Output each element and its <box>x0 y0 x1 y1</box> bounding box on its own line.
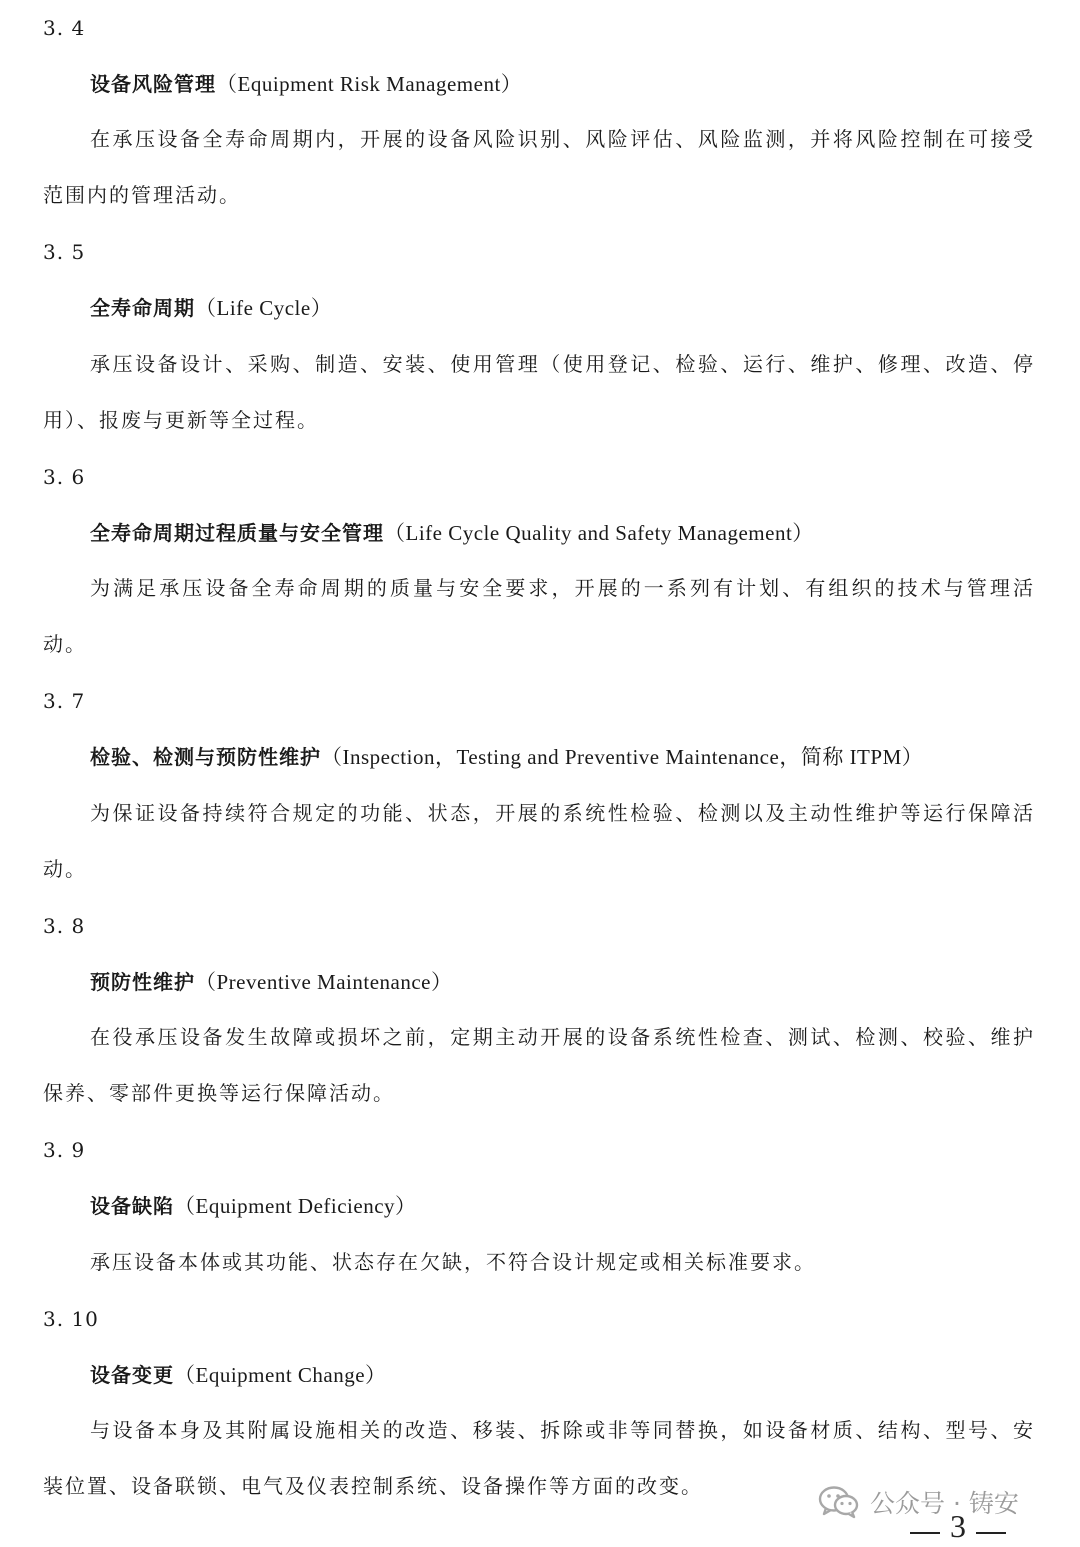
term-chinese: 全寿命周期 <box>90 296 195 320</box>
section-definition: 承压设备设计、采购、制造、安装、使用管理（使用登记、检验、运行、维护、修理、改造、停用）、报废与更新等全过程。 <box>43 352 1035 432</box>
section-number: 3. 6 <box>43 465 86 489</box>
section-definition: 为保证设备持续符合规定的功能、状态，开展的系统性检验、检测以及主动性维护等运行保障活动。 <box>43 801 1035 881</box>
section-term <box>90 70 522 98</box>
term-chinese: 预防性维护 <box>90 970 195 994</box>
term-chinese: 设备缺陷 <box>90 1194 174 1218</box>
term-chinese: 设备变更 <box>90 1363 174 1387</box>
term-english: （Equipment Risk Management） <box>216 72 523 96</box>
section-definition: 承压设备本体或其功能、状态存在欠缺，不符合设计规定或相关标准要求。 <box>90 1250 816 1274</box>
page-number-dash-left <box>910 1532 940 1534</box>
term-english: （Equipment Change） <box>174 1363 387 1387</box>
section-definition: 在役承压设备发生故障或损坏之前，定期主动开展的设备系统性检查、测试、检测、校验、维护保养、零部件更换等运行保障活动。 <box>43 1025 1035 1105</box>
term-chinese: 检验、检测与预防性维护 <box>90 745 321 769</box>
section-number: 3. 9 <box>43 1138 86 1162</box>
wechat-icon <box>818 1485 860 1519</box>
section-definition: 与设备本身及其附属设施相关的改造、移装、拆除或非等同替换，如设备材质、结构、型号、安装位置、设备联锁、电气及仪表控制系统、设备操作等方面的改变。 <box>43 1418 1035 1498</box>
term-english: （Equipment Deficiency） <box>174 1194 417 1218</box>
term-english: （Life Cycle） <box>195 296 333 320</box>
section-number: 3. 5 <box>43 240 86 264</box>
section-term <box>90 1192 417 1220</box>
term-english: （Inspection，Testing and Preventive Maintenance，简称 ITPM） <box>321 745 924 769</box>
section-definition: 为满足承压设备全寿命周期的质量与安全要求，开展的一系列有计划、有组织的技术与管理活动。 <box>43 576 1035 656</box>
section-number: 3. 8 <box>43 914 86 938</box>
section-definition: 在承压设备全寿命周期内，开展的设备风险识别、风险评估、风险监测，并将风险控制在可接受范围内的管理活动。 <box>43 127 1035 207</box>
term-chinese: 全寿命周期过程质量与安全管理 <box>90 521 384 545</box>
section-term <box>90 743 923 771</box>
page-number-value: 3 <box>950 1507 966 1544</box>
term-chinese: 设备风险管理 <box>90 72 216 96</box>
section-term <box>90 519 814 547</box>
section-term <box>90 294 332 322</box>
page-number-dash-right <box>976 1532 1006 1534</box>
section-term <box>90 1361 387 1389</box>
term-english: （Life Cycle Quality and Safety Management） <box>384 521 814 545</box>
term-english: （Preventive Maintenance） <box>195 970 453 994</box>
section-term <box>90 968 453 996</box>
section-number: 3. 4 <box>43 16 86 40</box>
section-number: 3. 10 <box>43 1307 99 1331</box>
watermark-text: 公众号 · 铸安 <box>870 1489 1019 1518</box>
section-number: 3. 7 <box>43 689 86 713</box>
page-number <box>900 1506 1016 1546</box>
